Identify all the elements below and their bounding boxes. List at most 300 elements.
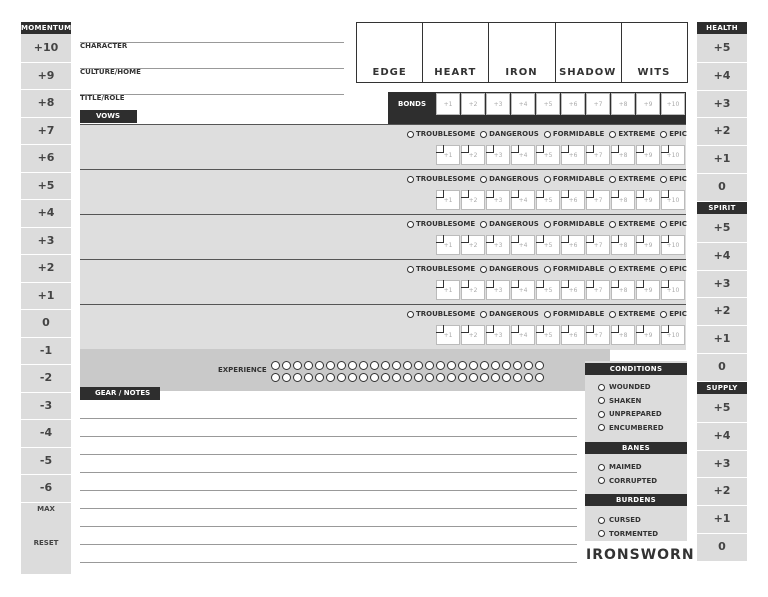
tick-notch-icon <box>561 325 569 333</box>
tick-label: +7 <box>593 196 603 204</box>
vow-rank-option[interactable] <box>660 175 687 183</box>
vow-progress-tick[interactable] <box>636 325 660 345</box>
radio-circle-icon[interactable] <box>609 311 616 318</box>
tick-label: +9 <box>643 286 653 294</box>
radio-circle-icon[interactable] <box>544 311 551 318</box>
vow-progress-tick[interactable] <box>486 190 510 210</box>
vow-progress-tick[interactable] <box>586 280 610 300</box>
character-field[interactable] <box>80 42 344 43</box>
vow-progress-tick[interactable] <box>611 325 635 345</box>
momentum-value[interactable]: +9 <box>37 68 55 82</box>
tick-label: +2 <box>468 151 478 159</box>
experience-circle-icon[interactable] <box>381 373 390 382</box>
experience-circle-icon[interactable] <box>524 361 533 370</box>
radio-circle-icon[interactable] <box>544 221 551 228</box>
vow-progress-tick[interactable] <box>436 145 460 165</box>
experience-circle-icon[interactable] <box>436 361 445 370</box>
vow-rank-label: EPIC <box>669 175 687 183</box>
bond-tick[interactable]: +6 <box>561 93 585 115</box>
vow-progress-tick[interactable] <box>511 325 535 345</box>
experience-circle-icon[interactable] <box>326 373 335 382</box>
experience-circle-icon[interactable] <box>370 361 379 370</box>
track-divider <box>21 474 71 475</box>
supply-header: SUPPLY <box>697 382 747 394</box>
vow-rank-option[interactable] <box>609 130 655 138</box>
experience-circle-icon[interactable] <box>425 361 434 370</box>
radio-circle-icon[interactable] <box>660 131 667 138</box>
burdens-label: CURSED <box>609 516 641 524</box>
bond-tick[interactable]: +4 <box>511 93 535 115</box>
conditions-item[interactable] <box>598 383 651 391</box>
track-divider <box>21 144 71 145</box>
track-divider <box>697 505 747 506</box>
vow-rank-option[interactable] <box>660 265 687 273</box>
gear-line[interactable] <box>80 544 577 545</box>
vow-progress-tick[interactable] <box>661 190 685 210</box>
experience-circle-icon[interactable] <box>414 361 423 370</box>
conditions-item[interactable] <box>598 410 662 418</box>
vow-rank-option[interactable] <box>660 310 687 318</box>
experience-circle-icon[interactable] <box>502 361 511 370</box>
tick-notch-icon <box>436 280 444 288</box>
vow-rank-option[interactable] <box>407 130 475 138</box>
momentum-value[interactable]: -4 <box>39 426 53 439</box>
experience-circle-icon[interactable] <box>348 373 357 382</box>
experience-circle-icon[interactable] <box>315 373 324 382</box>
momentum-value[interactable]: -5 <box>39 453 53 467</box>
gear-line[interactable] <box>80 472 577 473</box>
tick-label: +10 <box>666 196 680 204</box>
vow-progress-tick[interactable] <box>486 145 510 165</box>
experience-circle-icon[interactable] <box>414 373 423 382</box>
experience-circle-icon[interactable] <box>502 373 511 382</box>
radio-circle-icon[interactable] <box>609 176 616 183</box>
spirit-value[interactable]: +1 <box>713 332 731 346</box>
radio-circle-icon[interactable] <box>660 311 667 318</box>
experience-circle-icon[interactable] <box>524 373 533 382</box>
experience-label: EXPERIENCE <box>218 366 267 374</box>
experience-circle-icon[interactable] <box>513 373 522 382</box>
bond-tick[interactable]: +2 <box>461 93 485 115</box>
vow-progress-tick[interactable] <box>586 145 610 165</box>
momentum-header: MOMENTUM <box>21 24 72 32</box>
experience-circle-icon[interactable] <box>392 373 401 382</box>
vow-rank-row <box>407 130 687 138</box>
vow-rank-option[interactable] <box>609 220 655 228</box>
tick-notch-icon <box>536 325 544 333</box>
supply-value[interactable]: +3 <box>713 456 731 470</box>
radio-circle-icon[interactable] <box>598 530 605 537</box>
tick-notch-icon <box>586 190 594 198</box>
supply-value[interactable]: +2 <box>713 484 731 498</box>
bond-tick[interactable]: +8 <box>611 93 635 115</box>
tick-notch-icon <box>586 235 594 243</box>
spirit-value[interactable]: +2 <box>713 304 731 318</box>
vow-rank-option[interactable] <box>660 130 687 138</box>
tick-label: +6 <box>568 331 578 339</box>
vow-rank-option[interactable] <box>544 175 605 183</box>
health-value[interactable]: 0 <box>718 180 726 193</box>
gear-line[interactable] <box>80 526 577 527</box>
experience-circle-icon[interactable] <box>491 373 500 382</box>
tick-notch-icon <box>661 280 669 288</box>
vow-rank-option[interactable] <box>480 310 539 318</box>
momentum-reset[interactable]: RESET <box>33 538 59 547</box>
vow-progress-tick[interactable] <box>461 190 485 210</box>
vow-rank-option[interactable] <box>480 175 539 183</box>
vow-progress-tick[interactable] <box>611 190 635 210</box>
tick-label: +5 <box>543 286 553 294</box>
health-value[interactable]: +3 <box>713 96 731 110</box>
radio-circle-icon[interactable] <box>660 176 667 183</box>
vow-progress-ticks <box>436 235 686 255</box>
radio-circle-icon[interactable] <box>660 266 667 273</box>
bond-tick[interactable]: +1 <box>436 93 460 115</box>
track-divider <box>697 297 747 298</box>
experience-circle-icon[interactable] <box>337 361 346 370</box>
vow-rank-label: DANGEROUS <box>489 130 539 138</box>
tick-notch-icon <box>511 280 519 288</box>
vow-progress-tick[interactable] <box>661 280 685 300</box>
vow-progress-tick[interactable] <box>636 190 660 210</box>
tick-notch-icon <box>611 145 619 153</box>
radio-circle-icon[interactable] <box>480 131 487 138</box>
experience-circle-icon[interactable] <box>359 373 368 382</box>
spirit-value[interactable]: +5 <box>713 221 731 234</box>
vow-progress-tick[interactable] <box>561 145 585 165</box>
momentum-value[interactable]: +10 <box>33 41 59 54</box>
experience-circle-icon[interactable] <box>480 361 489 370</box>
momentum-value[interactable]: -1 <box>39 343 53 357</box>
radio-circle-icon[interactable] <box>598 517 605 524</box>
experience-circle-icon[interactable] <box>293 373 302 382</box>
vow-progress-tick[interactable] <box>461 235 485 255</box>
vow-rank-label: EXTREME <box>618 220 656 228</box>
tick-label: +9 <box>643 196 653 204</box>
vow-progress-tick[interactable] <box>436 325 460 345</box>
experience-circle-icon[interactable] <box>381 361 390 370</box>
radio-circle-icon[interactable] <box>544 176 551 183</box>
vow-rank-option[interactable] <box>407 175 475 183</box>
burdens-item[interactable] <box>598 516 641 524</box>
experience-circle-icon[interactable] <box>447 373 456 382</box>
experience-circle-icon[interactable] <box>480 373 489 382</box>
burdens-item[interactable] <box>598 530 658 538</box>
vow-progress-tick[interactable] <box>661 325 685 345</box>
radio-circle-icon[interactable] <box>598 411 605 418</box>
experience-circle-icon[interactable] <box>447 361 456 370</box>
gear-line[interactable] <box>80 508 577 509</box>
tick-label: +7 <box>593 331 603 339</box>
experience-circle-icon[interactable] <box>535 373 544 382</box>
spirit-header: SPIRIT <box>697 202 747 214</box>
vow-rank-option[interactable] <box>480 220 539 228</box>
experience-circle-icon[interactable] <box>271 373 280 382</box>
tick-label: +3 <box>493 196 503 204</box>
tick-label: +10 <box>666 241 680 249</box>
health-value[interactable]: +5 <box>713 41 731 54</box>
tick-notch-icon <box>561 145 569 153</box>
experience-circle-icon[interactable] <box>535 361 544 370</box>
experience-circle-icon[interactable] <box>403 373 412 382</box>
experience-circle-icon[interactable] <box>403 361 412 370</box>
vow-progress-tick[interactable] <box>536 145 560 165</box>
vow-progress-tick[interactable] <box>486 235 510 255</box>
experience-circle-icon[interactable] <box>458 373 467 382</box>
supply-value[interactable]: +5 <box>713 401 731 414</box>
vow-progress-tick[interactable] <box>561 190 585 210</box>
vow-rank-option[interactable] <box>407 265 475 273</box>
banes-item[interactable] <box>598 463 642 471</box>
vow-progress-tick[interactable] <box>436 280 460 300</box>
radio-circle-icon[interactable] <box>598 464 605 471</box>
vow-rank-option[interactable] <box>609 310 655 318</box>
vow-progress-tick[interactable] <box>561 325 585 345</box>
radio-circle-icon[interactable] <box>660 221 667 228</box>
tick-label: +8 <box>618 196 628 204</box>
vow-rank-option[interactable] <box>544 265 605 273</box>
radio-circle-icon[interactable] <box>480 176 487 183</box>
experience-circle-icon[interactable] <box>348 361 357 370</box>
vow-rank-option[interactable] <box>609 265 655 273</box>
tick-notch-icon <box>461 325 469 333</box>
momentum-value[interactable]: +8 <box>37 96 55 109</box>
vow-progress-tick[interactable] <box>536 190 560 210</box>
track-divider <box>697 353 747 354</box>
vow-progress-tick[interactable] <box>636 235 660 255</box>
banes-label: MAIMED <box>609 463 642 471</box>
radio-circle-icon[interactable] <box>480 311 487 318</box>
vow-progress-tick[interactable] <box>436 190 460 210</box>
experience-circle-icon[interactable] <box>337 373 346 382</box>
conditions-item[interactable] <box>598 397 641 405</box>
vow-progress-tick[interactable] <box>436 235 460 255</box>
tick-notch-icon <box>461 190 469 198</box>
experience-circle-icon[interactable] <box>326 361 335 370</box>
stat-iron[interactable] <box>488 22 555 83</box>
bond-tick[interactable]: +7 <box>586 93 610 115</box>
gear-line[interactable] <box>80 418 577 419</box>
tick-label: +9 <box>643 241 653 249</box>
vow-progress-tick[interactable] <box>511 190 535 210</box>
vow-progress-tick[interactable] <box>511 235 535 255</box>
momentum-value[interactable]: +7 <box>37 123 55 137</box>
momentum-value[interactable]: +6 <box>37 151 55 164</box>
momentum-value[interactable]: +4 <box>37 206 55 219</box>
vow-progress-tick[interactable] <box>586 325 610 345</box>
health-value[interactable]: +2 <box>713 124 731 138</box>
gear-line[interactable] <box>80 490 577 491</box>
experience-circle-icon[interactable] <box>370 373 379 382</box>
vow-progress-tick[interactable] <box>461 325 485 345</box>
vow-rank-label: FORMIDABLE <box>552 265 605 273</box>
banes-item[interactable] <box>598 477 657 485</box>
radio-circle-icon[interactable] <box>480 221 487 228</box>
tick-notch-icon <box>486 280 494 288</box>
experience-circle-icon[interactable] <box>315 361 324 370</box>
vow-rank-row <box>407 175 687 183</box>
tick-notch-icon <box>586 280 594 288</box>
radio-circle-icon[interactable] <box>544 131 551 138</box>
track-divider <box>697 173 747 174</box>
vow-rank-label: EPIC <box>669 130 687 138</box>
momentum-value[interactable]: -6 <box>39 481 53 494</box>
vow-progress-tick[interactable] <box>461 280 485 300</box>
experience-circle-icon[interactable] <box>271 361 280 370</box>
bond-tick[interactable]: +3 <box>486 93 510 115</box>
tick-notch-icon <box>536 145 544 153</box>
bond-tick[interactable]: +9 <box>636 93 660 115</box>
momentum-value[interactable]: +3 <box>37 233 55 247</box>
experience-circle-icon[interactable] <box>469 361 478 370</box>
experience-circle-icon[interactable] <box>282 361 291 370</box>
tick-notch-icon <box>611 280 619 288</box>
tick-notch-icon <box>511 190 519 198</box>
stat-wits[interactable] <box>621 22 688 83</box>
vow-rank-option[interactable] <box>407 220 475 228</box>
supply-track <box>697 394 747 561</box>
health-value[interactable]: +1 <box>713 152 731 166</box>
radio-circle-icon[interactable] <box>598 397 605 404</box>
vow-progress-tick[interactable] <box>586 190 610 210</box>
experience-circle-icon[interactable] <box>293 361 302 370</box>
vow-progress-tick[interactable] <box>511 280 535 300</box>
conditions-item[interactable] <box>598 424 664 432</box>
conditions-label: WOUNDED <box>609 383 651 391</box>
experience-circle-icon[interactable] <box>436 373 445 382</box>
vow-progress-tick[interactable] <box>611 145 635 165</box>
vow-progress-tick[interactable] <box>486 280 510 300</box>
bond-tick[interactable]: +5 <box>536 93 560 115</box>
vow-rank-option[interactable] <box>544 220 605 228</box>
momentum-value[interactable]: +2 <box>37 261 55 274</box>
vow-rank-option[interactable] <box>544 130 605 138</box>
culture-field[interactable] <box>80 68 344 69</box>
momentum-max[interactable]: MAX <box>37 504 55 513</box>
experience-circle-icon[interactable] <box>392 361 401 370</box>
health-value[interactable]: +4 <box>713 68 731 82</box>
momentum-value[interactable]: 0 <box>42 316 50 329</box>
vow-progress-tick[interactable] <box>586 235 610 255</box>
vow-progress-tick[interactable] <box>636 145 660 165</box>
vow-rank-label: FORMIDABLE <box>552 175 605 183</box>
track-divider <box>21 364 71 365</box>
vow-rank-option[interactable] <box>480 130 539 138</box>
vow-progress-tick[interactable] <box>461 145 485 165</box>
conditions-label: UNPREPARED <box>609 410 662 418</box>
radio-circle-icon[interactable] <box>609 266 616 273</box>
experience-circle-icon[interactable] <box>425 373 434 382</box>
spirit-value[interactable]: +4 <box>713 248 731 262</box>
vows-label: VOWS <box>96 112 121 120</box>
radio-circle-icon[interactable] <box>609 221 616 228</box>
momentum-value[interactable]: -3 <box>39 398 53 412</box>
vow-progress-tick[interactable] <box>486 325 510 345</box>
experience-circle-icon[interactable] <box>359 361 368 370</box>
radio-circle-icon[interactable] <box>407 221 414 228</box>
radio-circle-icon[interactable] <box>407 266 414 273</box>
momentum-value[interactable]: -2 <box>39 371 53 384</box>
radio-circle-icon[interactable] <box>598 424 605 431</box>
vow-progress-ticks <box>436 325 686 345</box>
track-divider <box>697 422 747 423</box>
bond-tick[interactable]: +10 <box>661 93 685 115</box>
momentum-value[interactable]: +5 <box>37 178 55 192</box>
gear-line[interactable] <box>80 436 577 437</box>
experience-circle-icon[interactable] <box>304 361 313 370</box>
vow-rank-option[interactable] <box>544 310 605 318</box>
radio-circle-icon[interactable] <box>598 477 605 484</box>
vow-rank-option[interactable] <box>609 175 655 183</box>
vow-rank-label: EXTREME <box>618 175 656 183</box>
tick-notch-icon <box>636 325 644 333</box>
tick-label: +8 <box>618 151 628 159</box>
supply-value[interactable]: +4 <box>713 428 731 442</box>
vow-progress-tick[interactable] <box>636 280 660 300</box>
gear-line[interactable] <box>80 562 577 563</box>
vow-progress-tick[interactable] <box>561 280 585 300</box>
track-divider <box>21 89 71 90</box>
supply-value[interactable]: +1 <box>713 512 731 526</box>
radio-circle-icon[interactable] <box>598 384 605 391</box>
vow-rank-label: FORMIDABLE <box>552 310 605 318</box>
radio-circle-icon[interactable] <box>407 131 414 138</box>
vow-progress-tick[interactable] <box>511 145 535 165</box>
track-divider <box>697 450 747 451</box>
vow-progress-tick[interactable] <box>611 235 635 255</box>
radio-circle-icon[interactable] <box>609 131 616 138</box>
tick-notch-icon <box>611 190 619 198</box>
radio-circle-icon[interactable] <box>407 176 414 183</box>
stat-edge[interactable] <box>356 22 423 83</box>
vow-progress-tick[interactable] <box>536 280 560 300</box>
spirit-value[interactable]: 0 <box>718 360 726 373</box>
vow-rank-label: DANGEROUS <box>489 175 539 183</box>
experience-circle-icon[interactable] <box>282 373 291 382</box>
conditions-label: ENCUMBERED <box>609 423 664 432</box>
vow-progress-tick[interactable] <box>536 325 560 345</box>
vow-progress-tick[interactable] <box>536 235 560 255</box>
vow-rank-option[interactable] <box>407 310 475 318</box>
vow-rank-option[interactable] <box>480 265 539 273</box>
radio-circle-icon[interactable] <box>544 266 551 273</box>
vow-progress-tick[interactable] <box>611 280 635 300</box>
experience-circle-icon[interactable] <box>491 361 500 370</box>
title-field[interactable] <box>80 94 344 95</box>
radio-circle-icon[interactable] <box>480 266 487 273</box>
tick-notch-icon <box>561 280 569 288</box>
radio-circle-icon[interactable] <box>407 311 414 318</box>
stat-shadow[interactable] <box>555 22 622 83</box>
supply-value[interactable]: 0 <box>718 540 726 553</box>
experience-circle-icon[interactable] <box>513 361 522 370</box>
experience-circle-icon[interactable] <box>469 373 478 382</box>
gear-line[interactable] <box>80 454 577 455</box>
stat-heart[interactable] <box>422 22 489 83</box>
tick-label: +1 <box>443 241 453 249</box>
vow-progress-tick[interactable] <box>661 145 685 165</box>
momentum-value[interactable]: +1 <box>37 288 55 302</box>
track-divider <box>697 477 747 478</box>
tick-notch-icon <box>636 280 644 288</box>
vow-rank-option[interactable] <box>660 220 687 228</box>
experience-circle-icon[interactable] <box>304 373 313 382</box>
vow-progress-tick[interactable] <box>561 235 585 255</box>
experience-circle-icon[interactable] <box>458 361 467 370</box>
vow-progress-tick[interactable] <box>661 235 685 255</box>
health-track <box>697 34 747 201</box>
spirit-value[interactable]: +3 <box>713 276 731 290</box>
